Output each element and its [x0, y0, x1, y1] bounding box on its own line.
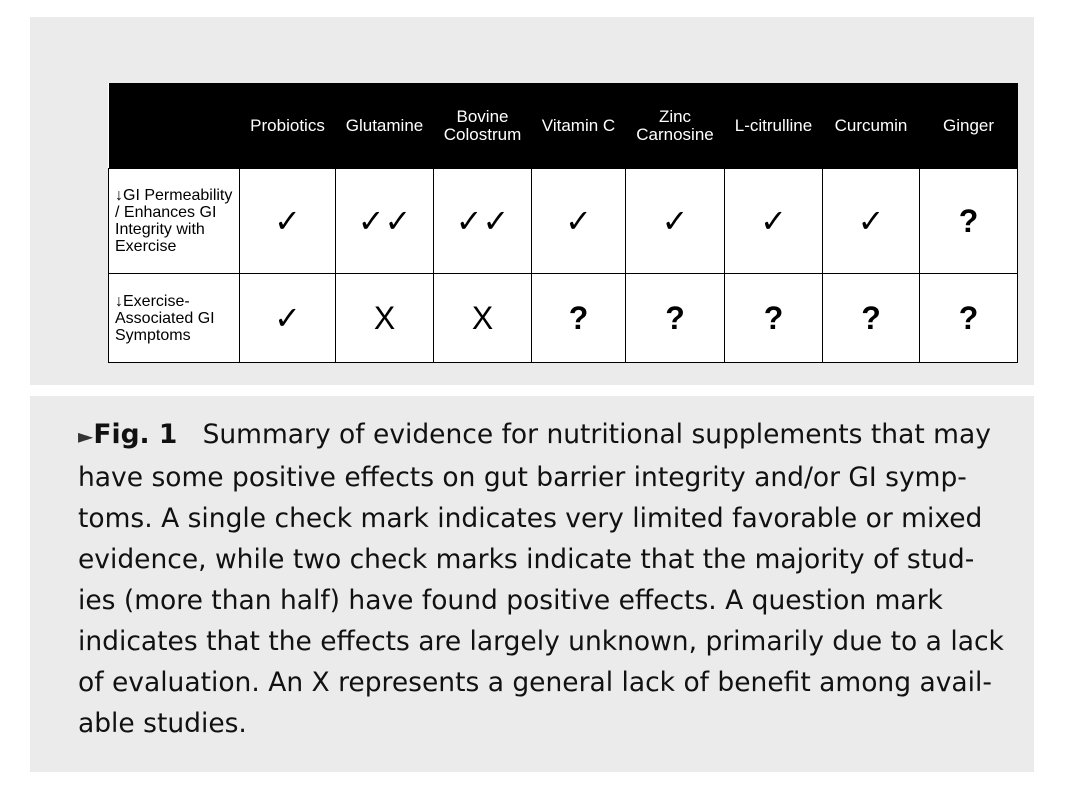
table-row: [109, 169, 1018, 274]
col-header: Zinc Carnosine: [626, 83, 725, 169]
figure-label: Fig. 1: [93, 419, 178, 450]
evidence-cell: ?: [532, 274, 626, 363]
evidence-cell: ✓: [240, 274, 336, 363]
col-header: Bovine Colostrum: [434, 83, 532, 169]
caption-arrow-icon: ►: [78, 424, 94, 448]
evidence-cell: ✓: [240, 169, 336, 274]
evidence-cell: ✓✓: [336, 169, 434, 274]
evidence-cell: X: [336, 274, 434, 363]
col-header: Vitamin C: [532, 83, 626, 169]
figure-caption: [78, 414, 1008, 744]
evidence-cell: ✓: [532, 169, 626, 274]
evidence-cell: ✓: [626, 169, 725, 274]
evidence-table: [108, 83, 1018, 363]
table-row: [109, 274, 1018, 363]
evidence-cell: X: [434, 274, 532, 363]
evidence-cell: ?: [725, 274, 823, 363]
evidence-cell: ?: [920, 274, 1018, 363]
header-corner: [109, 83, 240, 169]
col-header: Ginger: [920, 83, 1018, 169]
header-row: [109, 83, 1018, 169]
evidence-cell: ✓: [725, 169, 823, 274]
figure-panel: [30, 17, 1034, 385]
row-label: ↓Exercise-Associated GI Symptoms: [109, 274, 240, 363]
col-header: Curcumin: [823, 83, 920, 169]
row-label: ↓GI Permeability / Enhances GI Integrity with Exercise: [109, 169, 240, 274]
evidence-cell: ✓✓: [434, 169, 532, 274]
evidence-cell: ?: [823, 274, 920, 363]
evidence-cell: ?: [920, 169, 1018, 274]
caption-text: Summary of evidence for nutritional supplements that may have some positive effects on gut barrier integrity and/or GI symp-toms. A single check mark indicates very limited favorable or mixed evidence, while two check marks indicate that the majority of stud-ies (more than half) have found positive effects. A question mark indicates that the effects are largely unknown, primarily due to a lack of evaluation. An X represents a general lack of benefit among avail-able studies.: [78, 419, 1004, 739]
col-header: Probiotics: [240, 83, 336, 169]
evidence-table-wrapper: [108, 83, 1017, 355]
evidence-cell: ✓: [823, 169, 920, 274]
col-header: Glutamine: [336, 83, 434, 169]
evidence-cell: ?: [626, 274, 725, 363]
col-header: L-citrulline: [725, 83, 823, 169]
caption-panel: [30, 396, 1034, 772]
